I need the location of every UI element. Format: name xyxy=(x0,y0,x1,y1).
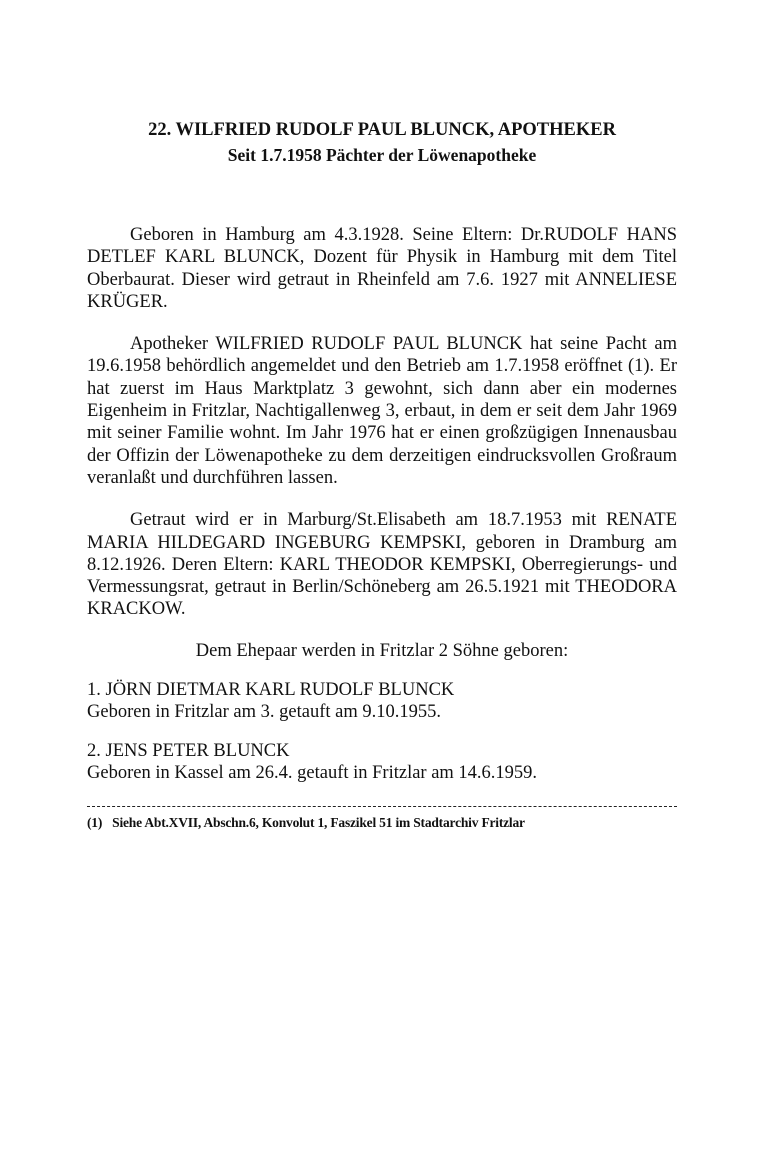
child-entry-2 xyxy=(87,740,677,785)
footnote-marker: (1) xyxy=(87,815,103,831)
footnote-text: Siehe Abt.XVII, Abschn.6, Konvolut 1, Faszikel 51 im Stadtarchiv Fritzlar xyxy=(112,815,525,831)
sons-intro: Dem Ehepaar werden in Fritzlar 2 Söhne geboren: xyxy=(195,640,569,661)
footnote-divider xyxy=(87,806,677,807)
child-name: 1. JÖRN DIETMAR KARL RUDOLF BLUNCK xyxy=(87,680,455,701)
footnote xyxy=(87,815,677,831)
heading-subtitle: Seit 1.7.1958 Pächter der Löwenapotheke xyxy=(227,145,537,165)
document-page xyxy=(87,118,677,831)
paragraph-marriage: Getraut wird er in Marburg/St.Elisabeth am 18.7.1953 mit RENATE MARIA HILDEGARD INGEBURG KEMPSKI, geboren in Dramburg am 8.12.1926. Deren Eltern: KARL THEODOR KEMPSKI, Oberregierungs- und Vermessungsrat, getraut in Berlin/Schöneberg am 26.5.1921 mit THEODORA KRACKOW. xyxy=(87,510,677,620)
paragraph-pharmacy: Apotheker WILFRIED RUDOLF PAUL BLUNCK hat seine Pacht am 19.6.1958 behördlich angemeldet und den Betrieb am 1.7.1958 eröffnet (1). Er hat zuerst im Haus Marktplatz 3 gewohnt, sich dann aber ein modernes Eigenheim in Fritzlar, Nachtigallenweg 3, erbaut, in dem er seit dem Jahr 1969 mit seiner Familie wohnt. Im Jahr 1976 hat er einen großzügigen Innenausbau der Offizin der Löwenapotheke zu dem derzeitigen eindrucksvollen Großraum veranlaßt und durchführen lassen. xyxy=(87,334,677,488)
child-entry-1 xyxy=(87,679,677,724)
heading-title: 22. WILFRIED RUDOLF PAUL BLUNCK, APOTHEKER xyxy=(148,120,616,140)
chapter-heading xyxy=(87,118,677,168)
child-detail: Geboren in Fritzlar am 3. getauft am 9.10.1955. xyxy=(87,702,441,723)
paragraph-birth: Geboren in Hamburg am 4.3.1928. Seine Eltern: Dr.RUDOLF HANS DETLEF KARL BLUNCK, Dozent für Physik in Hamburg mit dem Titel Oberbaurat. Dieser wird getraut in Rheinfeld am 7.6. 1927 mit ANNELIESE KRÜGER. xyxy=(87,225,677,312)
child-detail: Geboren in Kassel am 26.4. getauft in Fritzlar am 14.6.1959. xyxy=(87,762,538,783)
child-name: 2. JENS PETER BLUNCK xyxy=(87,740,290,761)
